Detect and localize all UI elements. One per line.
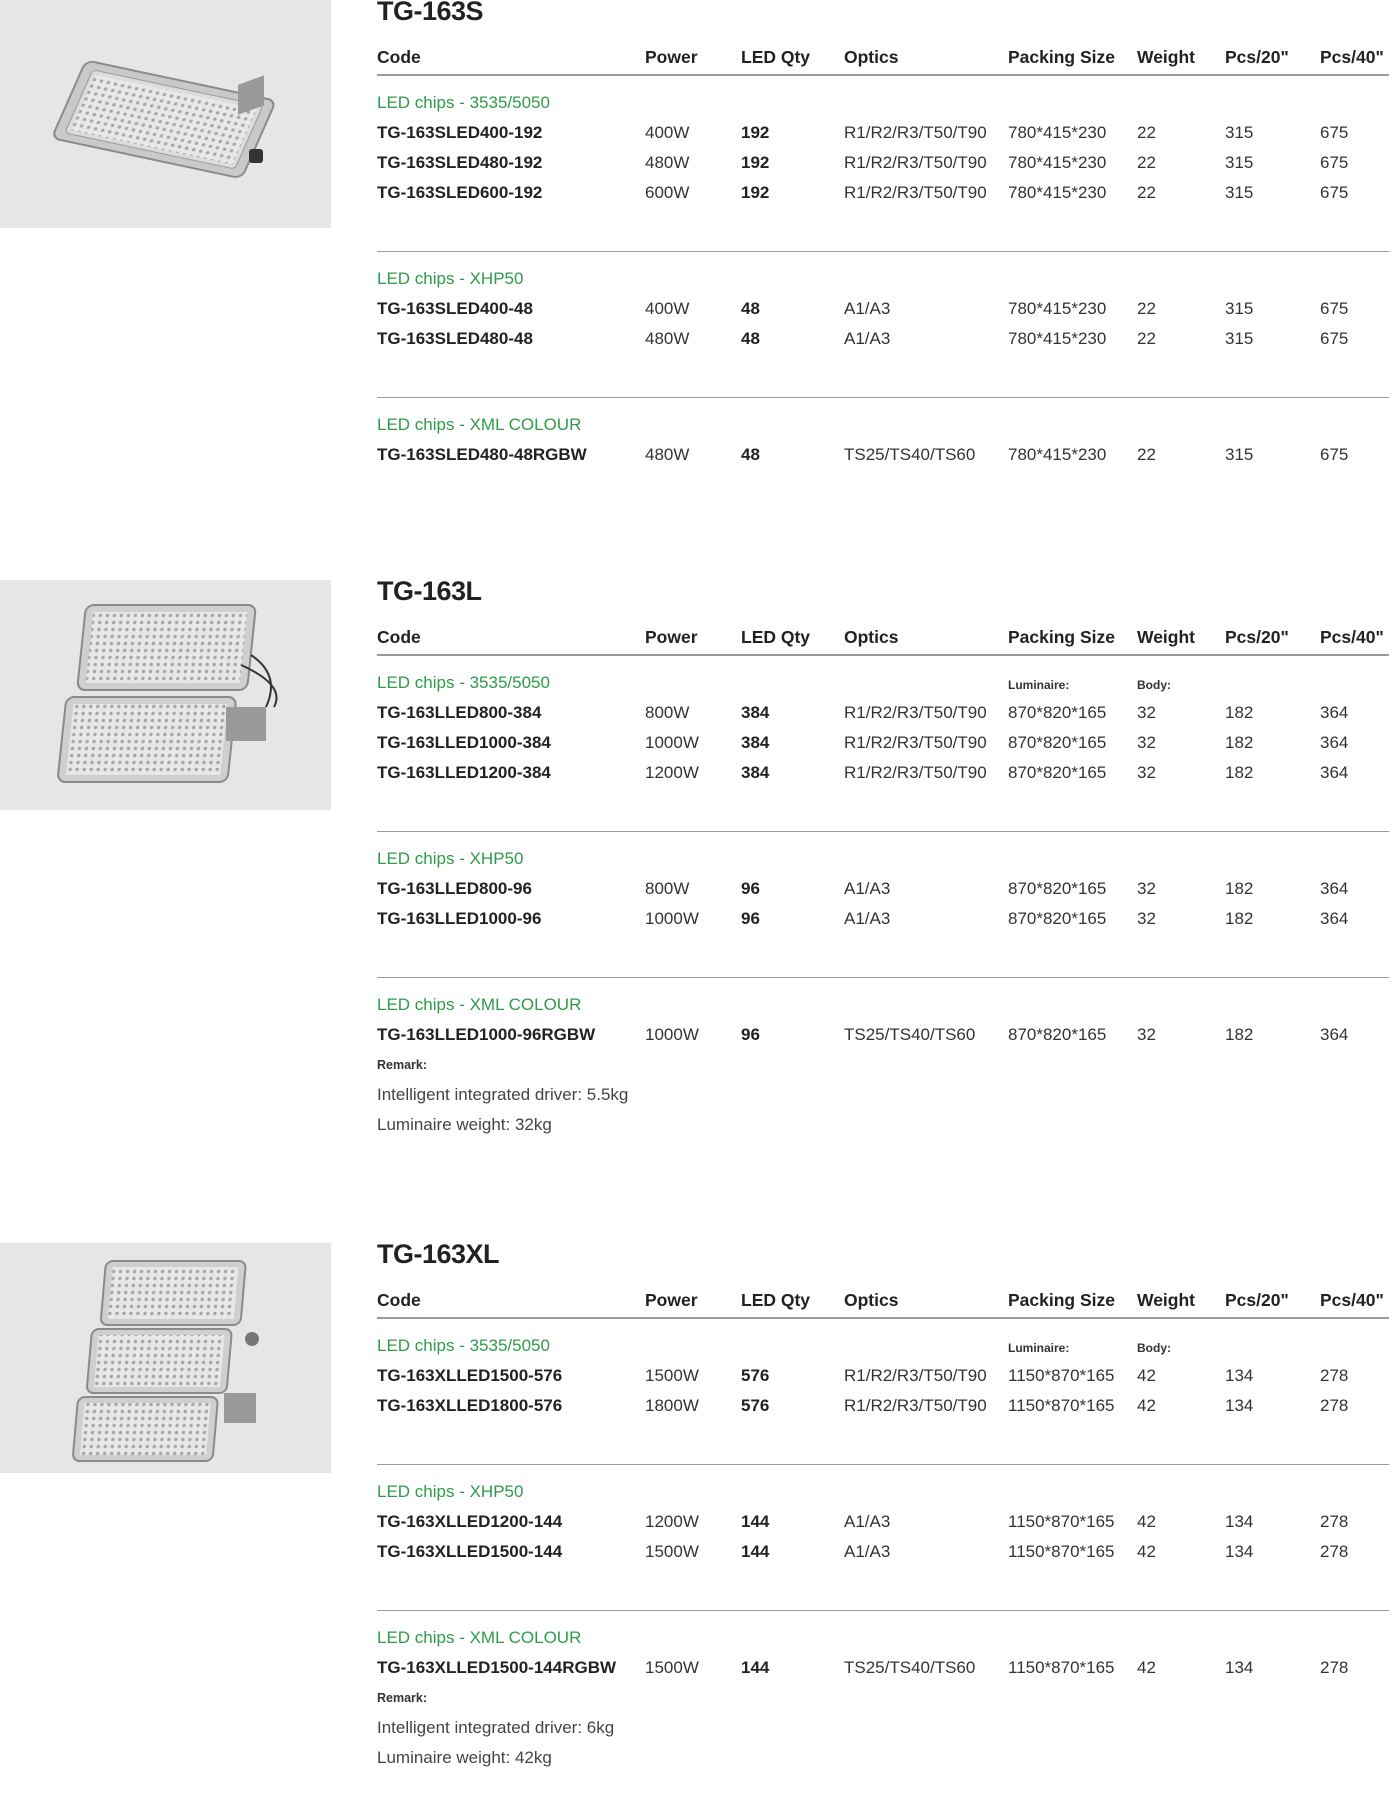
remark-line-row [377,1110,1389,1140]
floodlight-triple-module-image [46,1253,286,1463]
col-header-power: Power [645,627,698,647]
cell-packing-size: 870*820*165 [1008,733,1107,752]
cell-pcs40: 364 [1320,879,1349,898]
col-header-pcs40: Pcs/40" [1320,627,1384,647]
cell-code: TG-163XLLED1500-144 [377,1542,563,1561]
col-header-power: Power [645,47,698,67]
cell-code: TG-163LLED800-96 [377,879,532,898]
cell-optics: R1/R2/R3/T50/T90 [844,703,987,722]
cell-power: 1500W [645,1658,699,1677]
cell-packing-size: 780*415*230 [1008,329,1107,348]
table-header [377,40,1389,76]
cell-packing-size: 870*820*165 [1008,763,1107,782]
table-row [377,178,1389,208]
group-label: LED chips - XHP50 [377,849,524,868]
table-row [377,1361,1389,1391]
col-header-optics: Optics [844,627,899,647]
cell-code: TG-163SLED480-48 [377,329,533,348]
cell-optics: A1/A3 [844,1512,891,1531]
table-row [377,1653,1389,1683]
cell-optics: TS25/TS40/TS60 [844,1658,976,1677]
cell-power: 1200W [645,763,699,782]
model-title: TG-163XL [377,1239,500,1269]
cell-pcs20: 134 [1225,1366,1254,1385]
cell-packing-size: 870*820*165 [1008,1025,1107,1044]
remark-title-row [377,1683,1389,1713]
model-title: TG-163S [377,0,484,26]
weight-sublabel-body: Body: [1137,1341,1171,1355]
col-header-packing-size: Packing Size [1008,627,1115,647]
cell-pcs40: 675 [1320,299,1349,318]
cell-weight: 42 [1137,1542,1156,1561]
cell-pcs20: 134 [1225,1512,1254,1531]
cell-weight: 22 [1137,183,1156,202]
table-row [377,440,1389,470]
col-header-led-qty: LED Qty [741,47,811,67]
model-title: TG-163L [377,576,482,606]
cell-code: TG-163LLED800-384 [377,703,542,722]
col-header-optics: Optics [844,47,899,67]
cell-pcs40: 364 [1320,763,1349,782]
cell-packing-size: 1150*870*165 [1008,1396,1115,1415]
cell-code: TG-163XLLED1500-576 [377,1366,563,1385]
remark-line: Intelligent integrated driver: 6kg [377,1718,615,1737]
cell-pcs20: 315 [1225,123,1254,142]
group-label-row [377,668,1389,698]
table-row [377,294,1389,324]
cell-power: 1000W [645,909,699,928]
cell-optics: A1/A3 [844,329,891,348]
cell-code: TG-163LLED1000-96 [377,909,542,928]
cell-packing-size: 1150*870*165 [1008,1366,1115,1385]
col-header-packing-size: Packing Size [1008,1290,1115,1310]
cell-code: TG-163XLLED1500-144RGBW [377,1658,617,1677]
cell-power: 1000W [645,1025,699,1044]
cell-pcs20: 182 [1225,733,1254,752]
cell-led-qty: 96 [741,1025,760,1044]
cell-pcs20: 182 [1225,703,1254,722]
cell-led-qty: 192 [741,153,770,172]
cell-weight: 32 [1137,763,1156,782]
cell-optics: TS25/TS40/TS60 [844,1025,976,1044]
packing-sublabel-luminaire: Luminaire: [1008,1341,1070,1355]
cell-pcs20: 134 [1225,1658,1254,1677]
cell-led-qty: 144 [741,1658,770,1677]
cell-power: 400W [645,299,690,318]
cell-led-qty: 384 [741,703,770,722]
cell-weight: 22 [1137,299,1156,318]
remark-title: Remark: [377,1691,428,1705]
cell-weight: 22 [1137,153,1156,172]
col-header-optics: Optics [844,1290,899,1310]
table-row [377,118,1389,148]
remark-line-row [377,1743,1389,1773]
group-label-row [377,410,1389,440]
col-header-pcs40: Pcs/40" [1320,1290,1384,1310]
cell-weight: 42 [1137,1396,1156,1415]
cell-power: 480W [645,153,690,172]
group-label: LED chips - XML COLOUR [377,995,582,1014]
cell-code: TG-163LLED1000-384 [377,733,551,752]
cell-power: 1800W [645,1396,699,1415]
table-row [377,758,1389,788]
group-label: LED chips - XML COLOUR [377,1628,582,1647]
remark-line: Luminaire weight: 42kg [377,1748,552,1767]
col-header-weight: Weight [1137,1290,1196,1310]
cell-led-qty: 48 [741,299,760,318]
floodlight-single-module-image [26,24,306,204]
col-header-code: Code [377,627,421,647]
table-row [377,324,1389,354]
cell-packing-size: 870*820*165 [1008,703,1107,722]
cell-pcs20: 315 [1225,183,1254,202]
cell-packing-size: 780*415*230 [1008,445,1107,464]
cell-optics: R1/R2/R3/T50/T90 [844,733,987,752]
group-label-row [377,1623,1389,1653]
table-row [377,1537,1389,1567]
col-header-led-qty: LED Qty [741,1290,811,1310]
cell-pcs40: 364 [1320,909,1349,928]
table-header [377,620,1389,656]
cell-packing-size: 1150*870*165 [1008,1512,1115,1531]
cell-pcs20: 182 [1225,909,1254,928]
cell-power: 1200W [645,1512,699,1531]
cell-optics: R1/R2/R3/T50/T90 [844,1396,987,1415]
cell-weight: 22 [1137,123,1156,142]
cell-code: TG-163SLED480-48RGBW [377,445,587,464]
table-row [377,1391,1389,1421]
col-header-led-qty: LED Qty [741,627,811,647]
weight-sublabel-body: Body: [1137,678,1171,692]
col-header-weight: Weight [1137,627,1196,647]
cell-led-qty: 384 [741,733,770,752]
cell-led-qty: 48 [741,329,760,348]
table-row [377,874,1389,904]
cell-led-qty: 576 [741,1396,770,1415]
group-label: LED chips - 3535/5050 [377,1336,550,1355]
cell-pcs40: 675 [1320,123,1349,142]
cell-weight: 42 [1137,1366,1156,1385]
cell-pcs40: 364 [1320,703,1349,722]
cell-pcs40: 675 [1320,183,1349,202]
cell-weight: 32 [1137,1025,1156,1044]
cell-pcs40: 278 [1320,1396,1349,1415]
spec-table [377,1283,1389,1773]
col-header-power: Power [645,1290,698,1310]
cell-power: 480W [645,329,690,348]
group-label-row [377,1331,1389,1361]
cell-code: TG-163SLED400-48 [377,299,533,318]
cell-packing-size: 870*820*165 [1008,909,1107,928]
cell-led-qty: 384 [741,763,770,782]
cell-pcs20: 134 [1225,1396,1254,1415]
cell-pcs20: 182 [1225,763,1254,782]
cell-packing-size: 1150*870*165 [1008,1542,1115,1561]
remark-line: Luminaire weight: 32kg [377,1115,552,1134]
cell-power: 1500W [645,1542,699,1561]
spec-table [377,40,1389,470]
cell-optics: R1/R2/R3/T50/T90 [844,153,987,172]
cell-led-qty: 96 [741,879,760,898]
cell-optics: TS25/TS40/TS60 [844,445,976,464]
cell-optics: A1/A3 [844,299,891,318]
cell-power: 800W [645,703,690,722]
cell-packing-size: 870*820*165 [1008,879,1107,898]
cell-led-qty: 192 [741,183,770,202]
product-photo-tg-163l [0,580,331,810]
cell-packing-size: 780*415*230 [1008,123,1107,142]
cell-weight: 42 [1137,1658,1156,1677]
packing-sublabel-luminaire: Luminaire: [1008,678,1070,692]
col-header-packing-size: Packing Size [1008,47,1115,67]
cell-optics: R1/R2/R3/T50/T90 [844,763,987,782]
cell-pcs20: 134 [1225,1542,1254,1561]
cell-optics: R1/R2/R3/T50/T90 [844,1366,987,1385]
cell-code: TG-163XLLED1800-576 [377,1396,563,1415]
cell-optics: A1/A3 [844,909,891,928]
cell-power: 600W [645,183,690,202]
cell-pcs20: 315 [1225,153,1254,172]
cell-pcs40: 278 [1320,1366,1349,1385]
group-label: LED chips - XHP50 [377,269,524,288]
cell-power: 1500W [645,1366,699,1385]
cell-pcs20: 315 [1225,329,1254,348]
product-photo-tg-163xl [0,1243,331,1473]
cell-weight: 32 [1137,703,1156,722]
cell-pcs40: 278 [1320,1512,1349,1531]
cell-pcs40: 364 [1320,1025,1349,1044]
table-row [377,1507,1389,1537]
cell-packing-size: 1150*870*165 [1008,1658,1115,1677]
cell-optics: A1/A3 [844,1542,891,1561]
cell-optics: R1/R2/R3/T50/T90 [844,183,987,202]
table-header [377,1283,1389,1319]
cell-code: TG-163XLLED1200-144 [377,1512,563,1531]
cell-weight: 22 [1137,445,1156,464]
cell-pcs40: 278 [1320,1658,1349,1677]
table-row [377,904,1389,934]
spec-table [377,620,1389,1140]
group-label-row [377,88,1389,118]
cell-packing-size: 780*415*230 [1008,183,1107,202]
cell-led-qty: 48 [741,445,760,464]
table-row [377,148,1389,178]
remark-line-row [377,1080,1389,1110]
group-label-row [377,1477,1389,1507]
cell-pcs20: 315 [1225,445,1254,464]
cell-packing-size: 780*415*230 [1008,299,1107,318]
cell-power: 480W [645,445,690,464]
cell-led-qty: 576 [741,1366,770,1385]
cell-code: TG-163LLED1000-96RGBW [377,1025,596,1044]
remark-line: Intelligent integrated driver: 5.5kg [377,1085,629,1104]
cell-pcs20: 315 [1225,299,1254,318]
cell-pcs20: 182 [1225,879,1254,898]
cell-code: TG-163SLED600-192 [377,183,543,202]
cell-pcs40: 278 [1320,1542,1349,1561]
cell-led-qty: 144 [741,1542,770,1561]
group-label: LED chips - XML COLOUR [377,415,582,434]
col-header-pcs20: Pcs/20" [1225,1290,1289,1310]
cell-led-qty: 144 [741,1512,770,1531]
group-label: LED chips - 3535/5050 [377,93,550,112]
remark-title-row [377,1050,1389,1080]
col-header-pcs20: Pcs/20" [1225,47,1289,67]
cell-power: 400W [645,123,690,142]
cell-packing-size: 780*415*230 [1008,153,1107,172]
group-label: LED chips - XHP50 [377,1482,524,1501]
cell-pcs20: 182 [1225,1025,1254,1044]
remark-title: Remark: [377,1058,428,1072]
cell-led-qty: 96 [741,909,760,928]
cell-pcs40: 675 [1320,445,1349,464]
col-header-weight: Weight [1137,47,1196,67]
cell-power: 1000W [645,733,699,752]
col-header-pcs40: Pcs/40" [1320,47,1384,67]
floodlight-double-module-image [36,595,296,795]
group-label-row [377,264,1389,294]
cell-optics: R1/R2/R3/T50/T90 [844,123,987,142]
product-photo-tg-163s [0,0,331,228]
cell-weight: 32 [1137,909,1156,928]
cell-code: TG-163SLED480-192 [377,153,543,172]
group-label: LED chips - 3535/5050 [377,673,550,692]
remark-line-row [377,1713,1389,1743]
cell-optics: A1/A3 [844,879,891,898]
cell-led-qty: 192 [741,123,770,142]
cell-weight: 42 [1137,1512,1156,1531]
table-row [377,1020,1389,1050]
group-label-row [377,844,1389,874]
col-header-code: Code [377,1290,421,1310]
table-row [377,698,1389,728]
cell-weight: 32 [1137,733,1156,752]
cell-pcs40: 675 [1320,153,1349,172]
cell-code: TG-163LLED1200-384 [377,763,551,782]
col-header-code: Code [377,47,421,67]
cell-code: TG-163SLED400-192 [377,123,543,142]
cell-weight: 22 [1137,329,1156,348]
cell-pcs40: 675 [1320,329,1349,348]
col-header-pcs20: Pcs/20" [1225,627,1289,647]
cell-weight: 32 [1137,879,1156,898]
table-row [377,728,1389,758]
cell-pcs40: 364 [1320,733,1349,752]
cell-power: 800W [645,879,690,898]
group-label-row [377,990,1389,1020]
